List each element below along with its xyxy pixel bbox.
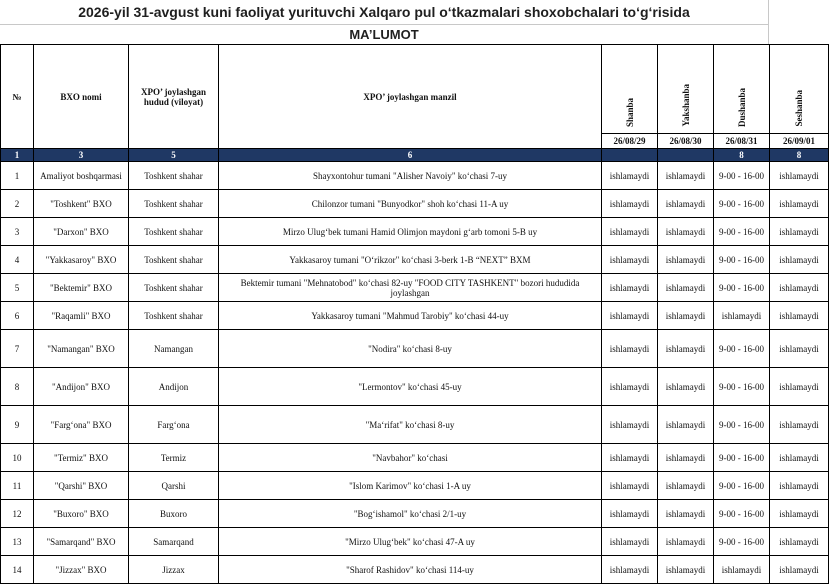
branch-name-cell: "Toshkent" BXO <box>34 190 129 218</box>
row-number-cell: 8 <box>1 368 34 406</box>
schedule-sunday-cell: ishlamaydi <box>658 218 714 246</box>
table-row <box>1 330 829 368</box>
table-row <box>1 274 829 302</box>
region-cell: Jizzax <box>129 556 219 584</box>
schedule-monday-cell: 9-00 - 16-00 <box>714 444 770 472</box>
header-region: XPO’ joylashgan hudud (viloyat) <box>129 45 219 149</box>
header-day-4: Seshanba <box>770 45 829 134</box>
table-row <box>1 162 829 190</box>
region-cell: Andijon <box>129 368 219 406</box>
schedule-monday-cell: ishlamaydi <box>714 556 770 584</box>
branch-name-cell: "Yakkasaroy" BXO <box>34 246 129 274</box>
schedule-tuesday-cell: ishlamaydi <box>770 162 829 190</box>
table-row <box>1 556 829 584</box>
schedule-saturday-cell: ishlamaydi <box>602 406 658 444</box>
header-day-3: Dushanba <box>714 45 770 134</box>
address-cell: "Nodira" ko‘chasi 8-uy <box>219 330 602 368</box>
region-cell: Toshkent shahar <box>129 162 219 190</box>
schedule-monday-cell: 9-00 - 16-00 <box>714 472 770 500</box>
schedule-tuesday-cell: ishlamaydi <box>770 190 829 218</box>
schedule-monday-cell: 9-00 - 16-00 <box>714 368 770 406</box>
title-side-cell <box>769 0 829 45</box>
schedule-sunday-cell: ishlamaydi <box>658 330 714 368</box>
schedule-sunday-cell: ishlamaydi <box>658 500 714 528</box>
document-title: 2026-yil 31-avgust kuni faoliyat yurituvchi Xalqaro pul o‘tkazmalari shoxobchalari to‘g‘risida <box>0 0 769 25</box>
col-number <box>658 149 714 162</box>
schedule-saturday-cell: ishlamaydi <box>602 472 658 500</box>
date-4: 26/09/01 <box>770 134 829 149</box>
row-number-cell: 13 <box>1 528 34 556</box>
branch-name-cell: "Farg‘ona" BXO <box>34 406 129 444</box>
header-day-1: Shanba <box>602 45 658 134</box>
address-cell: Yakkasaroy tumani "Mahmud Tarobiy" ko‘chasi 44-uy <box>219 302 602 330</box>
address-cell: "Bog‘ishamol" ko‘chasi 2/1-uy <box>219 500 602 528</box>
address-cell: "Sharof Rashidov" ko‘chasi 114-uy <box>219 556 602 584</box>
schedule-sunday-cell: ishlamaydi <box>658 472 714 500</box>
column-number-row <box>1 149 829 162</box>
schedule-tuesday-cell: ishlamaydi <box>770 368 829 406</box>
schedule-sunday-cell: ishlamaydi <box>658 302 714 330</box>
header-row <box>1 45 829 134</box>
branch-name-cell: "Buxoro" BXO <box>34 500 129 528</box>
schedule-monday-cell: 9-00 - 16-00 <box>714 528 770 556</box>
schedule-sunday-cell: ishlamaydi <box>658 162 714 190</box>
table-row <box>1 368 829 406</box>
address-cell: "Mirzo Ulug‘bek" ko‘chasi 47-A uy <box>219 528 602 556</box>
date-2: 26/08/30 <box>658 134 714 149</box>
branch-name-cell: "Darxon" BXO <box>34 218 129 246</box>
schedule-tuesday-cell: ishlamaydi <box>770 274 829 302</box>
schedule-monday-cell: 9-00 - 16-00 <box>714 500 770 528</box>
branch-name-cell: "Raqamli" BXO <box>34 302 129 330</box>
branch-name-cell: "Namangan" BXO <box>34 330 129 368</box>
branch-name-cell: "Termiz" BXO <box>34 444 129 472</box>
region-cell: Toshkent shahar <box>129 246 219 274</box>
region-cell: Buxoro <box>129 500 219 528</box>
row-number-cell: 5 <box>1 274 34 302</box>
schedule-saturday-cell: ishlamaydi <box>602 444 658 472</box>
address-cell: Chilonzor tumani "Bunyodkor" shoh ko‘chasi 11-A uy <box>219 190 602 218</box>
schedule-monday-cell: 9-00 - 16-00 <box>714 162 770 190</box>
region-cell: Toshkent shahar <box>129 274 219 302</box>
schedule-monday-cell: ishlamaydi <box>714 302 770 330</box>
address-cell: "Lermontov" ko‘chasi 45-uy <box>219 368 602 406</box>
schedule-sunday-cell: ishlamaydi <box>658 190 714 218</box>
schedule-sunday-cell: ishlamaydi <box>658 406 714 444</box>
header-address: XPO’ joylashgan manzil <box>219 45 602 149</box>
schedule-tuesday-cell: ishlamaydi <box>770 556 829 584</box>
schedule-tuesday-cell: ishlamaydi <box>770 218 829 246</box>
col-number: 6 <box>219 149 602 162</box>
region-cell: Toshkent shahar <box>129 190 219 218</box>
schedule-tuesday-cell: ishlamaydi <box>770 500 829 528</box>
schedule-tuesday-cell: ishlamaydi <box>770 330 829 368</box>
schedule-monday-cell: 9-00 - 16-00 <box>714 406 770 444</box>
row-number-cell: 14 <box>1 556 34 584</box>
col-number: 1 <box>1 149 34 162</box>
header-num: № <box>1 45 34 149</box>
branches-table <box>0 44 829 584</box>
row-number-cell: 7 <box>1 330 34 368</box>
branch-name-cell: "Samarqand" BXO <box>34 528 129 556</box>
col-number <box>602 149 658 162</box>
row-number-cell: 1 <box>1 162 34 190</box>
schedule-tuesday-cell: ishlamaydi <box>770 444 829 472</box>
schedule-monday-cell: 9-00 - 16-00 <box>714 246 770 274</box>
address-cell: "Islom Karimov" ko‘chasi 1-A uy <box>219 472 602 500</box>
col-number: 3 <box>34 149 129 162</box>
branch-name-cell: "Jizzax" BXO <box>34 556 129 584</box>
table-row <box>1 406 829 444</box>
schedule-tuesday-cell: ishlamaydi <box>770 246 829 274</box>
table-row <box>1 500 829 528</box>
schedule-saturday-cell: ishlamaydi <box>602 556 658 584</box>
row-number-cell: 9 <box>1 406 34 444</box>
schedule-saturday-cell: ishlamaydi <box>602 302 658 330</box>
table-row <box>1 246 829 274</box>
schedule-saturday-cell: ishlamaydi <box>602 500 658 528</box>
row-number-cell: 12 <box>1 500 34 528</box>
branch-name-cell: "Bektemir" BXO <box>34 274 129 302</box>
document-subtitle: MA’LUMOT <box>0 24 769 45</box>
schedule-monday-cell: 9-00 - 16-00 <box>714 274 770 302</box>
schedule-saturday-cell: ishlamaydi <box>602 218 658 246</box>
region-cell: Samarqand <box>129 528 219 556</box>
schedule-sunday-cell: ishlamaydi <box>658 274 714 302</box>
table-row <box>1 528 829 556</box>
address-cell: Yakkasaroy tumani "O‘rikzor" ko‘chasi 3-berk 1-B “NEXT” BXM <box>219 246 602 274</box>
address-cell: "Navbahor" ko‘chasi <box>219 444 602 472</box>
schedule-saturday-cell: ishlamaydi <box>602 368 658 406</box>
region-cell: Qarshi <box>129 472 219 500</box>
table-row <box>1 302 829 330</box>
address-cell: Bektemir tumani "Mehnatobod" ko‘chasi 82-uy "FOOD CITY TASHKENT" bozori hududida joylashgan <box>219 274 602 302</box>
schedule-monday-cell: 9-00 - 16-00 <box>714 190 770 218</box>
address-cell: Mirzo Ulug‘bek tumani Hamid Olimjon maydoni g‘arb tomoni 5-B uy <box>219 218 602 246</box>
schedule-monday-cell: 9-00 - 16-00 <box>714 218 770 246</box>
schedule-tuesday-cell: ishlamaydi <box>770 528 829 556</box>
region-cell: Toshkent shahar <box>129 302 219 330</box>
header-day-2: Yakshanba <box>658 45 714 134</box>
address-cell: "Ma‘rifat" ko‘chasi 8-uy <box>219 406 602 444</box>
branch-name-cell: "Qarshi" BXO <box>34 472 129 500</box>
schedule-tuesday-cell: ishlamaydi <box>770 472 829 500</box>
schedule-saturday-cell: ishlamaydi <box>602 162 658 190</box>
schedule-sunday-cell: ishlamaydi <box>658 246 714 274</box>
schedule-sunday-cell: ishlamaydi <box>658 556 714 584</box>
row-number-cell: 4 <box>1 246 34 274</box>
col-number: 8 <box>770 149 829 162</box>
date-1: 26/08/29 <box>602 134 658 149</box>
schedule-sunday-cell: ishlamaydi <box>658 528 714 556</box>
region-cell: Farg‘ona <box>129 406 219 444</box>
region-cell: Toshkent shahar <box>129 218 219 246</box>
row-number-cell: 10 <box>1 444 34 472</box>
region-cell: Termiz <box>129 444 219 472</box>
address-cell: Shayxontohur tumani "Alisher Navoiy" ko‘chasi 7-uy <box>219 162 602 190</box>
col-number: 5 <box>129 149 219 162</box>
row-number-cell: 11 <box>1 472 34 500</box>
row-number-cell: 6 <box>1 302 34 330</box>
schedule-saturday-cell: ishlamaydi <box>602 190 658 218</box>
schedule-tuesday-cell: ishlamaydi <box>770 406 829 444</box>
row-number-cell: 3 <box>1 218 34 246</box>
branch-name-cell: "Andijon" BXO <box>34 368 129 406</box>
schedule-saturday-cell: ishlamaydi <box>602 274 658 302</box>
header-name: BXO nomi <box>34 45 129 149</box>
col-number: 8 <box>714 149 770 162</box>
branch-name-cell: Amaliyot boshqarmasi <box>34 162 129 190</box>
table-row <box>1 218 829 246</box>
schedule-saturday-cell: ishlamaydi <box>602 246 658 274</box>
schedule-sunday-cell: ishlamaydi <box>658 368 714 406</box>
row-number-cell: 2 <box>1 190 34 218</box>
table-row <box>1 472 829 500</box>
schedule-monday-cell: 9-00 - 16-00 <box>714 330 770 368</box>
date-3: 26/08/31 <box>714 134 770 149</box>
table-row <box>1 190 829 218</box>
schedule-tuesday-cell: ishlamaydi <box>770 302 829 330</box>
table-row <box>1 444 829 472</box>
region-cell: Namangan <box>129 330 219 368</box>
schedule-sunday-cell: ishlamaydi <box>658 444 714 472</box>
schedule-saturday-cell: ishlamaydi <box>602 330 658 368</box>
schedule-saturday-cell: ishlamaydi <box>602 528 658 556</box>
